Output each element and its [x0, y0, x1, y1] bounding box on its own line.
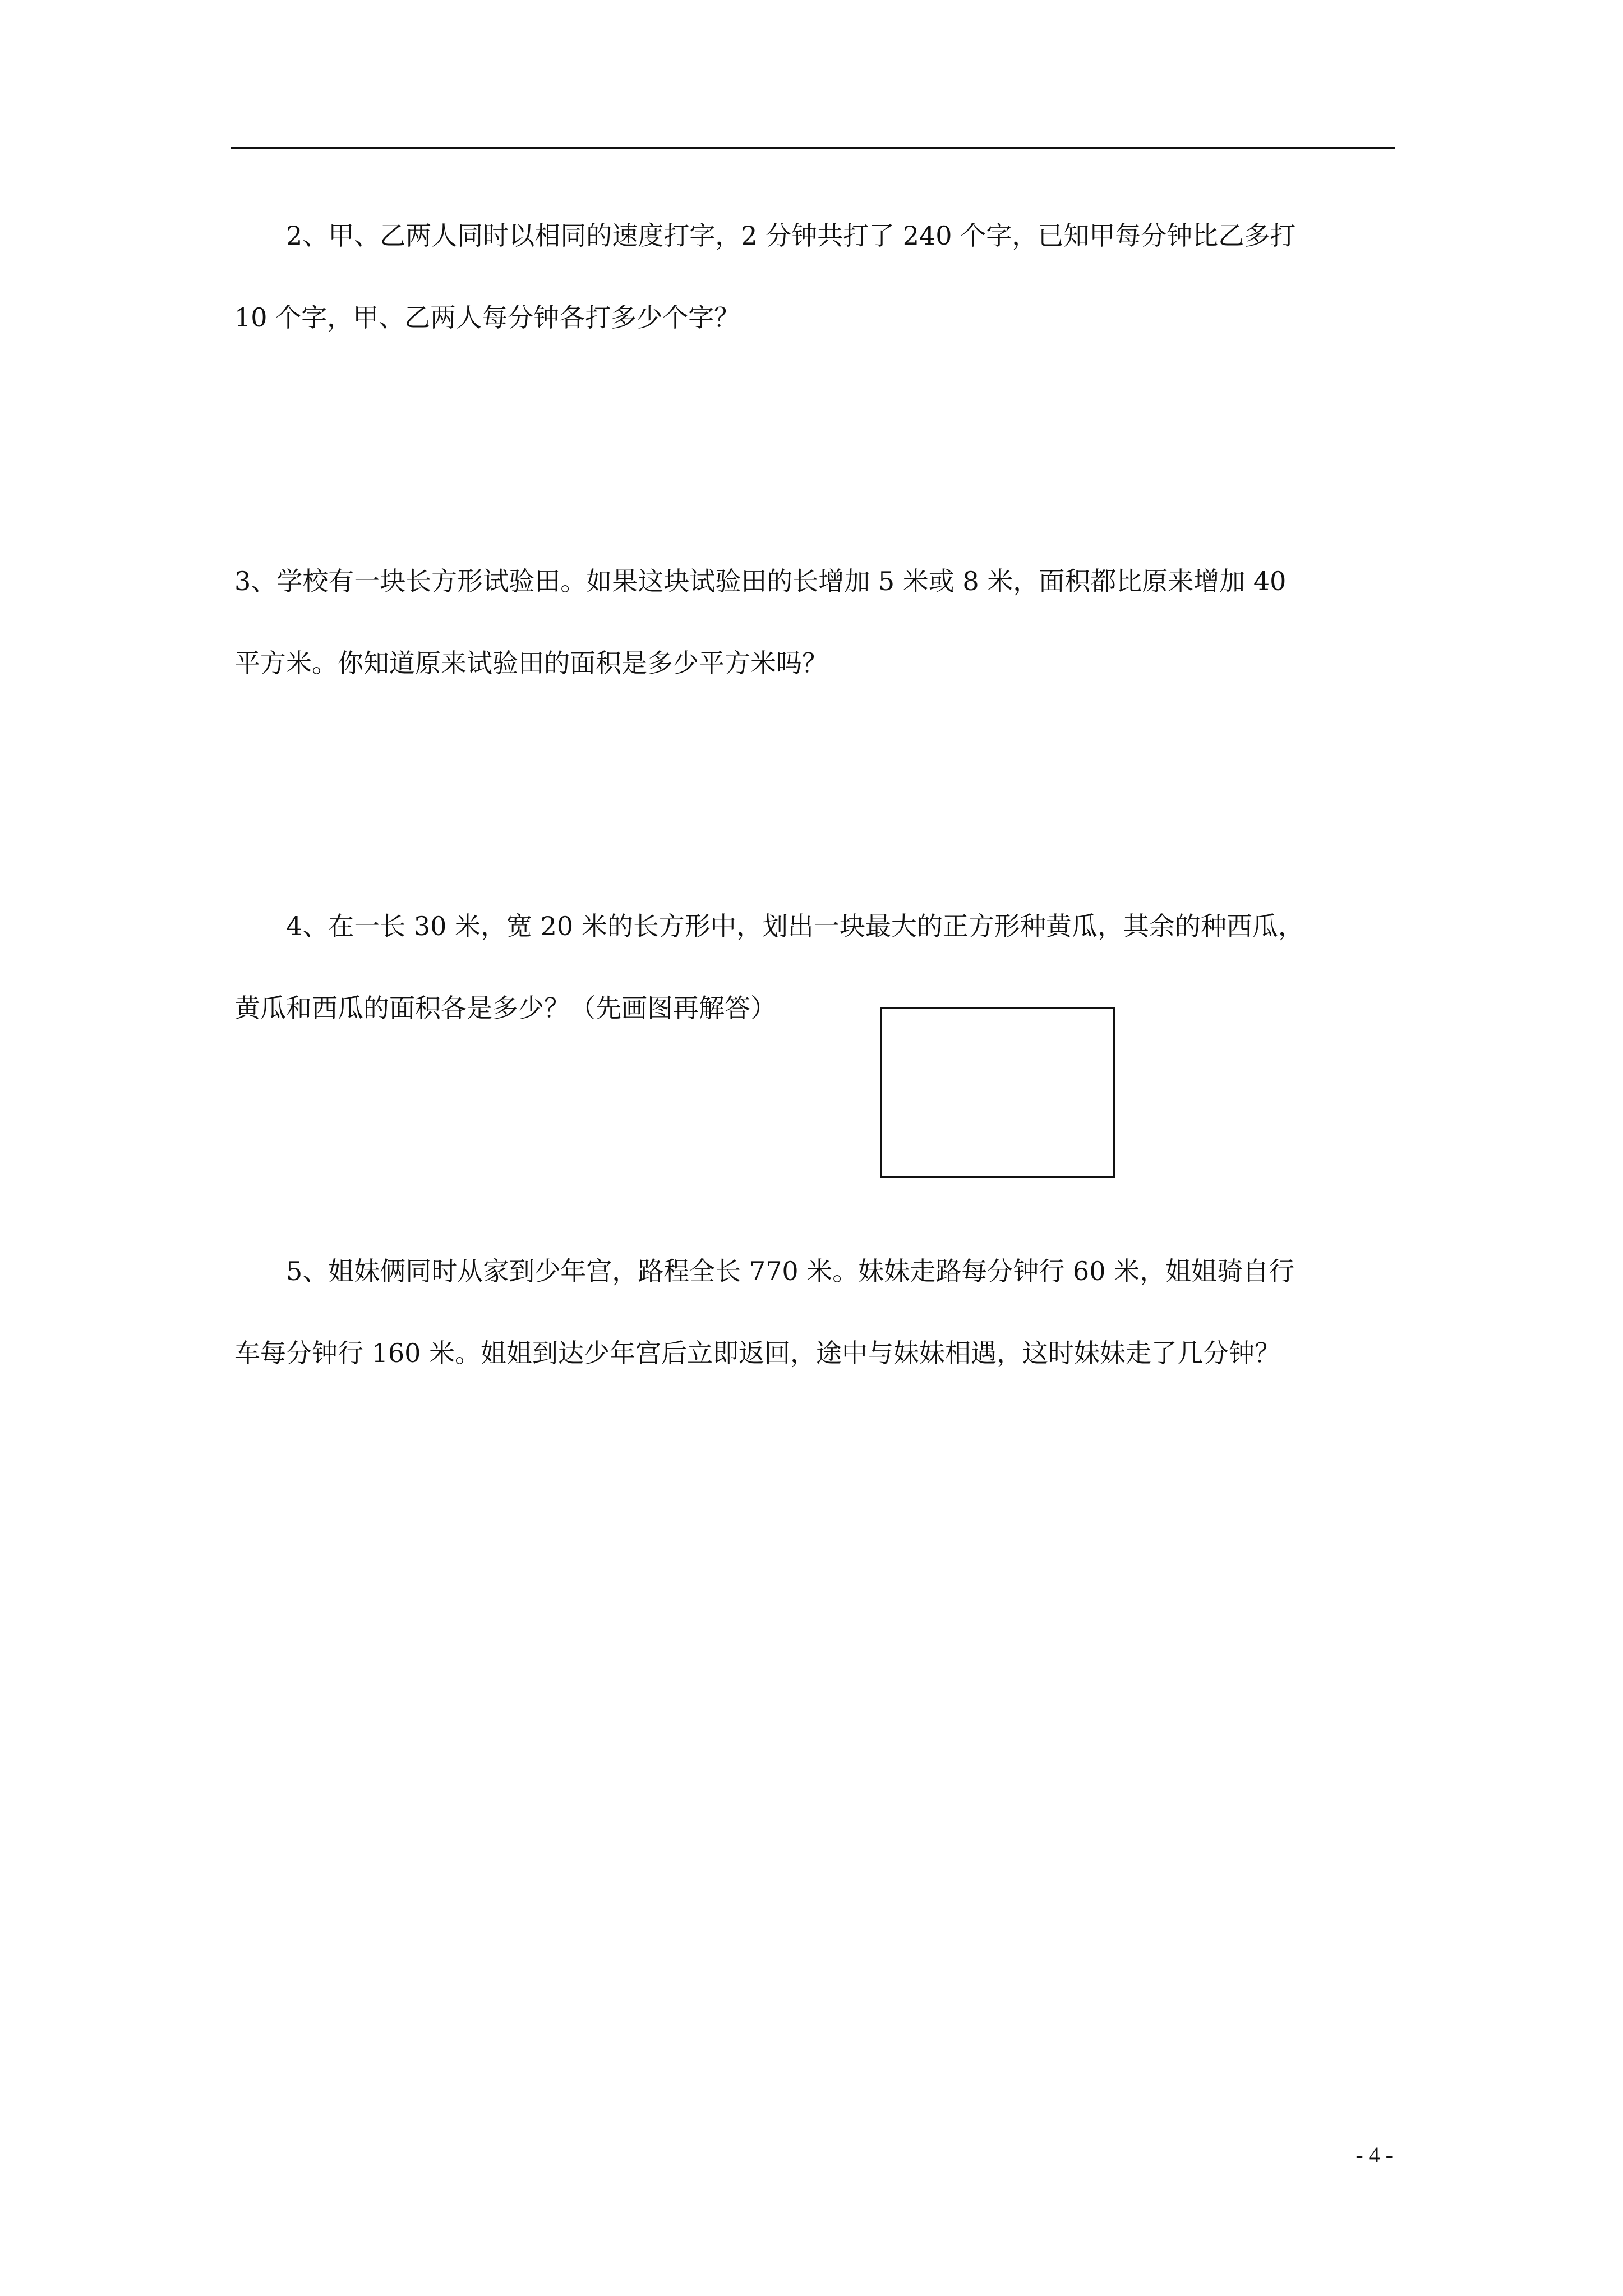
page-number: - 4 - — [1355, 2142, 1393, 2168]
question-3 — [234, 540, 1395, 704]
question-4 — [234, 885, 1395, 1049]
question-2 — [234, 195, 1395, 358]
question-2-line-1: 2、甲、乙两人同时以相同的速度打字，2 分钟共打了 240 个字，已知甲每分钟比乙多打 — [286, 220, 1296, 251]
question-3-line-1: 3、学校有一块长方形试验田。如果这块试验田的长增加 5 米或 8 米，面积都比原来增加 40 — [234, 566, 1287, 596]
question-4-line-1: 4、在一长 30 米，宽 20 米的长方形中，划出一块最大的正方形种黄瓜，其余的种西瓜， — [286, 911, 1304, 941]
header-rule — [231, 147, 1395, 149]
question-4-line-2: 黄瓜和西瓜的面积各是多少？（先画图再解答） — [234, 993, 776, 1023]
drawing-box — [880, 1007, 1115, 1178]
question-3-line-2: 平方米。你知道原来试验田的面积是多少平方米吗？ — [234, 648, 828, 678]
question-2-line-2: 10 个字，甲、乙两人每分钟各打多少个字？ — [234, 302, 740, 333]
question-5-line-1: 5、姐妹俩同时从家到少年宫，路程全长 770 米。妹妹走路每分钟行 60 米，姐姐骑自行 — [286, 1256, 1295, 1286]
question-5-line-2: 车每分钟行 160 米。姐姐到达少年宫后立即返回，途中与妹妹相遇，这时妹妹走了几分钟？ — [234, 1338, 1281, 1368]
question-5 — [234, 1230, 1395, 1394]
